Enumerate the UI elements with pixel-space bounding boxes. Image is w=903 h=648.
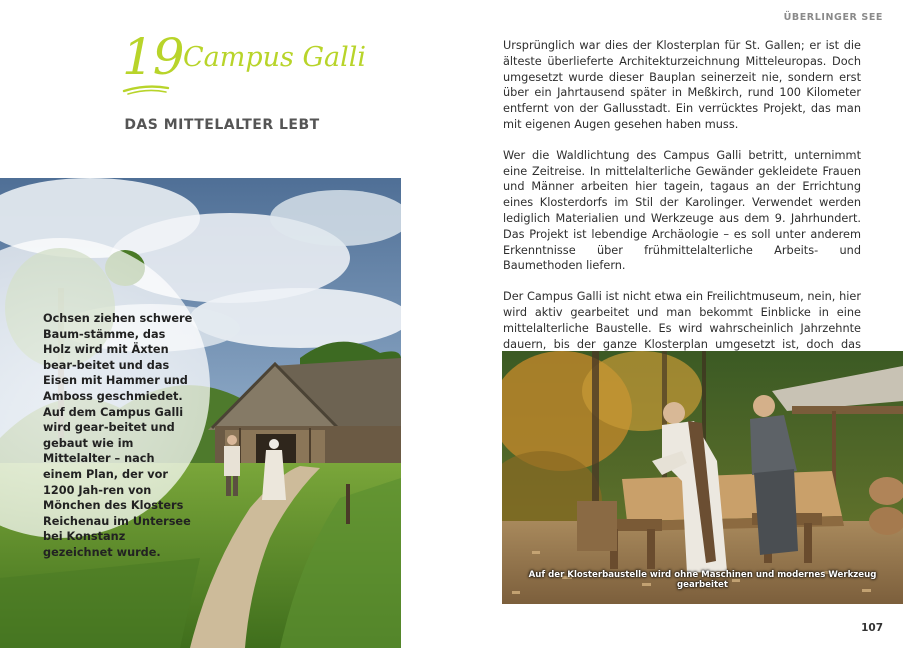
photo-overlay-text: Ochsen ziehen schwere Baum-stämme, das Holz wird mit Äxten bear-beitet und das Eisen mit Hammer und Amboss geschmiedet. Auf dem Campus Galli wird gear-beitet und gebaut wie im Mittelalter – nach einem Plan, der vor 1200 Jah-ren von Mönchen des Klosters Reichenau im Untersee bei Konstanz gezeichnet wurde. [43,312,193,559]
body-text [503,38,861,383]
body-paragraph: Der Campus Galli ist nicht etwa ein Freilichtmuseum, nein, hier wird aktiv gearbeitet und man bekommt Einblicke in eine mittelalterliche Baustelle. Es wird wahrscheinlich Jahrzehnte dauern, bis der ganze Klosterplan umgesetzt ist, doch das [503,290,861,351]
chapter-underline [122,82,172,96]
chapter-number: 19 [122,28,184,86]
right-page [452,0,903,648]
running-head: ÜBERLINGER SEE [783,12,883,23]
body-paragraph: Ursprünglich war dies der Klosterplan für St. Gallen; er ist die älteste überlieferte Architekturzeichnung Mitteleuropas. Doch umgesetzt wurde dieser Bauplan seinerzeit nie, sondern erst über ein Jahrtausend später in Meßkirch, rund 100 Kilometer entfernt von der Gallusstadt. Ein verrücktes Projekt, das man mit eigenen Augen gesehen haben muss. [503,39,861,131]
photo-caption: Auf der Klosterbaustelle wird ohne Maschinen und modernes Werkzeug gearbeitet [528,570,877,590]
body-paragraph: Wer die Waldlichtung des Campus Galli betritt, unternimmt eine Zeitreise. In mittelalterliche Gewänder gekleidete Frauen und Männer arbeiten hier tagein, tagaus an der Errichtung eines Klosterdorfs im Stil der Karolinger. Verwendet werden lediglich Materialien und Werkzeuge aus dem 9. Jahrhundert. Das Projekt ist lebendige Archäologie – es soll unter anderem Erkenntnisse über frühmittelalterliche Arbeits- und Baumethoden liefern. [503,148,861,273]
workers-photo [502,351,903,604]
chapter-title: Campus Galli [183,42,367,73]
page-number: 107 [861,622,883,634]
chapter-subtitle: DAS MITTELALTER LEBT [124,117,320,133]
